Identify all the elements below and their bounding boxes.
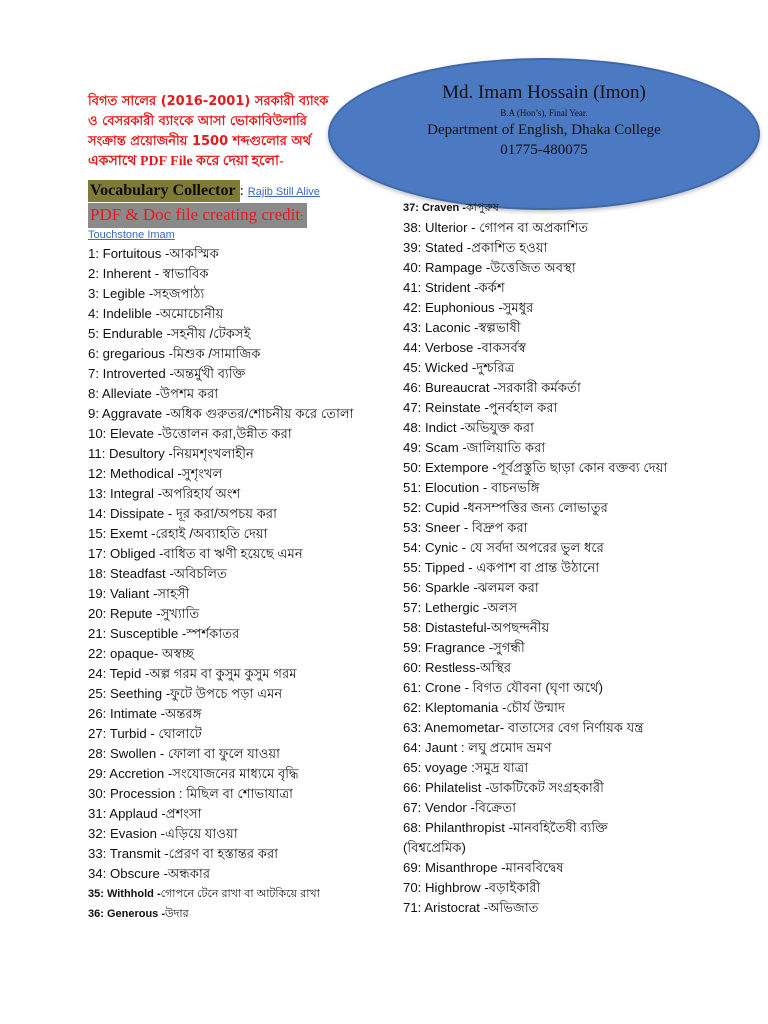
vocab-term: 7: Introverted - bbox=[88, 366, 174, 381]
vocab-meaning: (বিশ্বপ্রেমিক) bbox=[403, 840, 466, 855]
vocab-meaning: সুগন্ধী bbox=[493, 640, 525, 655]
vocab-term: 30: Procession : bbox=[88, 786, 187, 801]
vocab-meaning: অন্তরঙ্গ bbox=[164, 706, 202, 721]
intro-line-2: ও বেসরকারী ব্যাংকে আসা ভোকাবিউলারি bbox=[88, 114, 307, 129]
vocab-entry bbox=[403, 258, 667, 278]
vocab-entry bbox=[403, 378, 667, 398]
author-degree: B.A (Hon’s), Final Year. bbox=[500, 108, 588, 118]
vocab-meaning: ঘোলাটে bbox=[158, 726, 202, 741]
vocab-meaning: ঝলমল করা bbox=[477, 580, 539, 595]
vocab-meaning: অবিচলিত bbox=[173, 566, 227, 581]
vocab-term: 43: Laconic - bbox=[403, 320, 479, 335]
vocab-entry bbox=[88, 644, 354, 664]
vocab-entry bbox=[403, 818, 667, 838]
vocab-entry bbox=[403, 758, 667, 778]
vocab-entry bbox=[88, 284, 354, 304]
vocab-meaning: স্পর্শকাতর bbox=[186, 626, 240, 641]
vocab-term: 32: Evasion - bbox=[88, 826, 165, 841]
vocab-term: 52: Cupid - bbox=[403, 500, 468, 515]
vocab-meaning: দুশ্চরিত্র bbox=[476, 360, 515, 375]
vocab-meaning: উপশম করা bbox=[159, 386, 219, 401]
vocab-meaning: উত্তোলন করা,উন্নীত করা bbox=[162, 426, 292, 441]
vocab-meaning: বিক্রেতা bbox=[474, 800, 517, 815]
vocab-meaning: বড়াইকারী bbox=[488, 880, 541, 895]
vocab-meaning: বিদ্রুপ করা bbox=[471, 520, 528, 535]
vocab-meaning: ফুটে উপচে পড়া এমন bbox=[170, 686, 283, 701]
vocab-term: 62: Kleptomania - bbox=[403, 700, 507, 715]
vocab-term: 48: Indict - bbox=[403, 420, 465, 435]
vocab-entry bbox=[88, 324, 354, 344]
vocab-entry bbox=[88, 504, 354, 524]
vocab-term: 35: Withhold - bbox=[88, 888, 161, 900]
vocab-entry bbox=[88, 304, 354, 324]
pdf-credit-text: PDF & Doc file creating credit bbox=[90, 205, 301, 224]
vocab-term: 20: Repute - bbox=[88, 606, 161, 621]
vocab-column-right bbox=[403, 198, 667, 918]
vocab-meaning: পূর্বপ্রস্তুতি ছাড়া কোন বক্তব্য দেয়া bbox=[496, 460, 668, 475]
vocab-meaning: অন্তর্মুখী ব্যক্তি bbox=[173, 366, 246, 381]
vocab-entry bbox=[403, 858, 667, 878]
vocab-meaning: অভিযুক্ত করা bbox=[464, 420, 534, 435]
vocab-term: 55: Tipped - bbox=[403, 560, 477, 575]
vocab-term: 5: Endurable - bbox=[88, 326, 171, 341]
vocab-entry bbox=[403, 638, 667, 658]
vocab-term: 10: Elevate - bbox=[88, 426, 163, 441]
vocab-entry bbox=[403, 618, 667, 638]
vocab-term: 2: Inherent - bbox=[88, 266, 163, 281]
vocab-entry bbox=[403, 558, 667, 578]
vocab-term: 6: gregarious - bbox=[88, 346, 174, 361]
vocab-entry bbox=[88, 584, 354, 604]
vocab-meaning: আকস্মিক bbox=[169, 246, 219, 261]
vocab-entry bbox=[403, 278, 667, 298]
vocab-meaning: এড়িয়ে যাওয়া bbox=[164, 826, 238, 841]
vocab-entry bbox=[403, 458, 667, 478]
vocab-meaning: উদার bbox=[165, 908, 189, 920]
vocab-term: 34: Obscure - bbox=[88, 866, 168, 881]
author-oval bbox=[328, 58, 760, 210]
vocab-meaning: ধনসম্পত্তির জন্য লোভাতুর bbox=[467, 500, 608, 515]
author-phone: 01775-480075 bbox=[500, 142, 588, 158]
vocab-entry bbox=[88, 824, 354, 844]
vocab-entry bbox=[88, 904, 354, 924]
vocab-entry bbox=[88, 564, 354, 584]
vocab-entry bbox=[403, 418, 667, 438]
vocab-meaning: চৌর্য উন্মাদ bbox=[506, 700, 565, 715]
vocab-entry bbox=[88, 384, 354, 404]
vocab-entry bbox=[88, 784, 354, 804]
vocab-entry bbox=[88, 464, 354, 484]
vocab-entry bbox=[88, 604, 354, 624]
vocab-entry bbox=[403, 198, 667, 218]
author-name: Md. Imam Hossain (Imon) bbox=[442, 82, 646, 103]
vocab-entry bbox=[403, 218, 667, 238]
vocab-term: 64: Jaunt : bbox=[403, 740, 469, 755]
vocab-term: 56: Sparkle - bbox=[403, 580, 478, 595]
vocab-entry bbox=[403, 358, 667, 378]
vocab-meaning: সমুদ্র যাত্রা bbox=[474, 760, 529, 775]
vocab-entry bbox=[403, 298, 667, 318]
vocab-meaning: দূর করা/অপচয় করা bbox=[175, 506, 278, 521]
vocab-entry bbox=[403, 318, 667, 338]
intro-line-4: একসাথে PDF File করে দেয়া হলো- bbox=[88, 154, 284, 169]
vocab-term: 63: Anemometar- bbox=[403, 720, 508, 735]
vocab-meaning: গোপন বা অপ্রকাশিত bbox=[479, 220, 589, 235]
vocab-meaning: বাধিত বা ঋণী হয়েছে এমন bbox=[163, 546, 303, 561]
vocab-meaning: অল্প গরম বা কুসুম কুসুম গরম bbox=[149, 666, 297, 681]
vocab-meaning: সরকারী কর্মকর্তা bbox=[497, 380, 581, 395]
vocab-term: 40: Rampage - bbox=[403, 260, 491, 275]
vocab-meaning: মিছিল বা শোভাযাত্রা bbox=[186, 786, 293, 801]
vocab-meaning: অপছন্দনীয় bbox=[490, 620, 550, 635]
vocab-meaning: অপরিহার্য অংশ bbox=[162, 486, 241, 501]
vocab-entry bbox=[88, 724, 354, 744]
credits-block bbox=[88, 180, 358, 241]
vocab-term: 28: Swollen - bbox=[88, 746, 168, 761]
vocab-entry bbox=[403, 338, 667, 358]
vocab-term: 1: Fortuitous - bbox=[88, 246, 170, 261]
vocab-meaning: সহজপাঠ্য bbox=[153, 286, 205, 301]
vocab-meaning: সুমধুর bbox=[502, 300, 534, 315]
vocab-entry bbox=[403, 898, 667, 918]
vocab-meaning: উত্তেজিত অবস্থা bbox=[490, 260, 576, 275]
vocab-term: 19: Valiant - bbox=[88, 586, 158, 601]
vocab-meaning: মিশুক /সামাজিক bbox=[173, 346, 261, 361]
vocab-entry bbox=[403, 538, 667, 558]
intro-line-3: সংক্রান্ত প্রয়োজনীয় 1500 শব্দগুলোর অর্থ bbox=[88, 134, 312, 149]
vocab-meaning: স্বাভাবিক bbox=[162, 266, 209, 281]
vocab-meaning: অলস bbox=[487, 600, 518, 615]
vocab-entry bbox=[88, 264, 354, 284]
vocab-entry bbox=[88, 344, 354, 364]
vocab-meaning: সহনীয় /টেকসই bbox=[170, 326, 251, 341]
vocab-term: 8: Alleviate - bbox=[88, 386, 160, 401]
vocab-meaning: অন্ধকার bbox=[167, 866, 211, 881]
vocab-term: 69: Misanthrope - bbox=[403, 860, 506, 875]
vocab-term: 17: Obliged - bbox=[88, 546, 164, 561]
vocab-term: 31: Applaud - bbox=[88, 806, 166, 821]
vocab-entry bbox=[88, 244, 354, 264]
vocab-meaning: স্বল্পভাষী bbox=[478, 320, 521, 335]
vocab-term: 11: Desultory - bbox=[88, 446, 173, 461]
vocab-meaning: ফোলা বা ফুলে যাওয়া bbox=[167, 746, 281, 761]
vocab-entry bbox=[88, 544, 354, 564]
vocab-entry bbox=[88, 404, 354, 424]
vocab-meaning: সংযোজনের মাধ্যমে বৃদ্ধি bbox=[172, 766, 299, 781]
vocab-entry bbox=[403, 238, 667, 258]
vocab-entry bbox=[403, 478, 667, 498]
vocab-term: 39: Stated - bbox=[403, 240, 472, 255]
vocab-entry bbox=[403, 738, 667, 758]
vocab-term: 25: Seething - bbox=[88, 686, 171, 701]
pdf-credit-colon: : bbox=[300, 209, 304, 223]
vocab-entry bbox=[88, 524, 354, 544]
vocab-meaning: ডাকটিকেট সংগ্রহকারী bbox=[489, 780, 604, 795]
intro-line-1: বিগত সালের (2016-2001) সরকারী ব্যাংক bbox=[88, 94, 329, 109]
vocab-term: 36: Generous - bbox=[88, 908, 166, 920]
vocab-meaning: মানববিদ্বেষ bbox=[505, 860, 564, 875]
vocab-entry bbox=[403, 578, 667, 598]
vocab-entry bbox=[403, 798, 667, 818]
vocab-meaning: প্রেরণ বা হস্তান্তর করা bbox=[168, 846, 279, 861]
vocab-term: 45: Wicked - bbox=[403, 360, 477, 375]
vocab-entry bbox=[88, 804, 354, 824]
vocab-term: 13: Integral - bbox=[88, 486, 163, 501]
vocab-term: 54: Cynic - bbox=[403, 540, 470, 555]
collector-label: Vocabulary Collector bbox=[88, 180, 240, 202]
vocab-meaning: অভিজাত bbox=[488, 900, 539, 915]
pdf-credit-link[interactable]: Touchstone Imam bbox=[88, 229, 175, 241]
vocab-meaning: প্রশংসা bbox=[165, 806, 202, 821]
vocab-entry bbox=[88, 444, 354, 464]
vocab-entry bbox=[88, 684, 354, 704]
vocab-entry bbox=[88, 744, 354, 764]
vocab-term: 4: Indelible - bbox=[88, 306, 160, 321]
vocab-entry bbox=[403, 698, 667, 718]
vocab-entry bbox=[88, 884, 354, 904]
vocab-entry bbox=[88, 864, 354, 884]
vocab-term: 29: Accretion - bbox=[88, 766, 173, 781]
vocab-meaning: অস্বচ্ছ bbox=[162, 646, 194, 661]
vocab-entry bbox=[403, 778, 667, 798]
vocab-entry bbox=[403, 838, 667, 858]
vocab-entry bbox=[88, 424, 354, 444]
vocab-term: 59: Fragrance - bbox=[403, 640, 494, 655]
vocab-meaning: বাচনভঙ্গি bbox=[490, 480, 540, 495]
vocab-entry bbox=[403, 498, 667, 518]
vocab-meaning: একপাশ বা প্রান্ত উঠানো bbox=[476, 560, 600, 575]
vocab-term: 9: Aggravate - bbox=[88, 406, 171, 421]
vocab-entry bbox=[88, 484, 354, 504]
vocab-entry bbox=[403, 878, 667, 898]
intro-text bbox=[88, 92, 338, 172]
collector-colon: : bbox=[239, 183, 244, 199]
vocab-meaning: পুনর্বহাল করা bbox=[488, 400, 558, 415]
vocab-term: 53: Sneer - bbox=[403, 520, 472, 535]
vocab-entry bbox=[403, 518, 667, 538]
vocab-entry bbox=[88, 704, 354, 724]
vocab-meaning: জালিয়াতি করা bbox=[466, 440, 546, 455]
vocab-term: 21: Susceptible - bbox=[88, 626, 187, 641]
vocab-term: 22: opaque- bbox=[88, 646, 163, 661]
vocab-meaning: অস্থির bbox=[479, 660, 512, 675]
vocab-meaning: কর্কশ bbox=[478, 280, 505, 295]
vocab-entry bbox=[403, 658, 667, 678]
vocab-term: 26: Intimate - bbox=[88, 706, 165, 721]
vocab-meaning: বাতাসের বেগ নির্ণায়ক যন্ত্র bbox=[507, 720, 644, 735]
vocab-term: 41: Strident - bbox=[403, 280, 479, 295]
vocab-meaning: রেহাই /অব্যাহতি দেয়া bbox=[155, 526, 268, 541]
vocab-term: 70: Highbrow - bbox=[403, 880, 489, 895]
vocab-term: 42: Euphonious - bbox=[403, 300, 503, 315]
vocab-term: 14: Dissipate - bbox=[88, 506, 176, 521]
vocab-entry bbox=[88, 844, 354, 864]
vocab-meaning: গোপনে টেনে রাখা বা আটকিয়ে রাখা bbox=[160, 888, 320, 900]
vocab-term: 61: Crone - bbox=[403, 680, 473, 695]
vocab-term: 15: Exemt - bbox=[88, 526, 156, 541]
vocab-term: 71: Aristocrat - bbox=[403, 900, 489, 915]
author-department: Department of English, Dhaka College bbox=[427, 122, 661, 138]
vocab-term: 24: Tepid - bbox=[88, 666, 150, 681]
vocab-term: 49: Scam - bbox=[403, 440, 467, 455]
vocab-term: 27: Turbid - bbox=[88, 726, 159, 741]
vocab-term: 33: Transmit - bbox=[88, 846, 169, 861]
pdf-credit-label bbox=[88, 203, 307, 228]
vocab-term: 67: Vendor - bbox=[403, 800, 475, 815]
vocab-entry bbox=[88, 624, 354, 644]
vocab-entry bbox=[403, 678, 667, 698]
vocab-term: 3: Legible - bbox=[88, 286, 154, 301]
vocab-meaning: সুশৃংখল bbox=[181, 466, 223, 481]
vocab-term: 18: Steadfast - bbox=[88, 566, 174, 581]
vocab-column-left bbox=[88, 244, 354, 924]
vocab-term: 46: Bureaucrat - bbox=[403, 380, 498, 395]
vocab-meaning: মানবহিতৈষী ব্যক্তি bbox=[512, 820, 608, 835]
vocab-meaning: নিয়মশৃংখলাহীন bbox=[172, 446, 254, 461]
vocab-meaning: প্রকাশিত হওয়া bbox=[471, 240, 548, 255]
vocab-entry bbox=[403, 438, 667, 458]
vocab-meaning: বাকসর্বস্ব bbox=[481, 340, 526, 355]
vocab-term: 47: Reinstate - bbox=[403, 400, 489, 415]
collector-link[interactable]: Rajib Still Alive bbox=[247, 186, 320, 198]
vocab-term: 68: Philanthropist - bbox=[403, 820, 513, 835]
vocab-meaning: বিগত যৌবনা (ঘৃণা অর্থে) bbox=[472, 680, 604, 695]
vocab-term: 65: voyage : bbox=[403, 760, 475, 775]
vocab-term: 58: Distasteful- bbox=[403, 620, 491, 635]
vocab-term: 44: Verbose - bbox=[403, 340, 482, 355]
vocab-term: 37: Craven - bbox=[403, 202, 466, 214]
vocab-term: 57: Lethergic - bbox=[403, 600, 488, 615]
vocab-meaning: সুখ্যাতি bbox=[160, 606, 200, 621]
vocab-entry bbox=[403, 718, 667, 738]
vocab-entry bbox=[403, 598, 667, 618]
vocab-term: 50: Extempore - bbox=[403, 460, 497, 475]
vocab-term: 51: Elocution - bbox=[403, 480, 491, 495]
vocab-entry bbox=[88, 764, 354, 784]
vocab-meaning: অধিক গুরুতর/শোচনীয় করে তোলা bbox=[170, 406, 354, 421]
vocab-entry bbox=[403, 398, 667, 418]
vocab-term: 66: Philatelist - bbox=[403, 780, 490, 795]
vocab-meaning: লঘু প্রমোদ ভ্রমণ bbox=[468, 740, 552, 755]
vocab-meaning: সাহসী bbox=[157, 586, 190, 601]
vocab-term: 12: Methodical - bbox=[88, 466, 182, 481]
vocab-entry bbox=[88, 364, 354, 384]
vocab-entry bbox=[88, 664, 354, 684]
vocab-meaning: যে সর্বদা অপরের ভুল ধরে bbox=[469, 540, 604, 555]
vocab-term: 38: Ulterior - bbox=[403, 220, 480, 235]
vocab-meaning: কাপুরুষ bbox=[465, 202, 499, 214]
vocab-meaning: অমোচোনীয় bbox=[159, 306, 224, 321]
vocab-term: 60: Restless- bbox=[403, 660, 480, 675]
